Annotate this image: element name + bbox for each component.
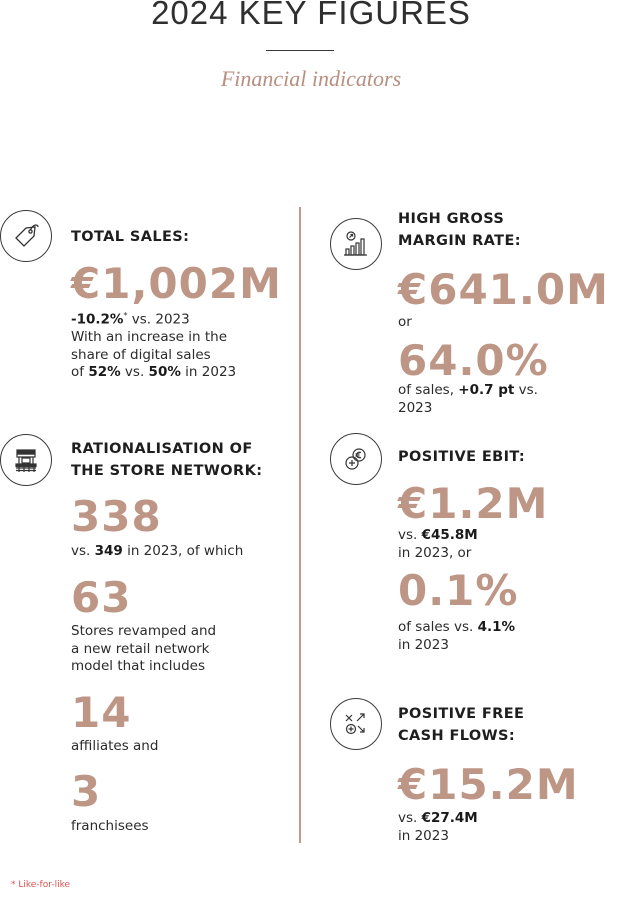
price-tag-icon — [0, 210, 52, 262]
store-count-value: 338 — [71, 492, 162, 541]
page-subtitle: Financial indicators — [220, 66, 402, 91]
free-cash-flow-heading: POSITIVE FREE CASH FLOWS: — [398, 706, 525, 744]
store-count-text: vs. 349 in 2023, of which — [71, 543, 244, 559]
free-cash-flow-text: vs. €27.4M in 2023 — [398, 810, 478, 844]
ebit-text: vs. €45.8M in 2023, or — [398, 527, 478, 561]
total-sales-heading: TOTAL SALES: — [71, 229, 190, 245]
franchisees-text: franchisees — [71, 818, 149, 834]
revamped-count-value: 63 — [71, 573, 132, 622]
affiliates-text: affiliates and — [71, 738, 159, 754]
sales-change: -10.2% — [71, 311, 124, 328]
euro-coins-icon — [330, 433, 382, 485]
title-rule — [266, 50, 334, 51]
storefront-icon — [0, 434, 52, 486]
ebit-heading: POSITIVE EBIT: — [398, 449, 526, 465]
gross-margin-or: or — [398, 314, 412, 330]
footnote: * Like-for-like — [11, 880, 71, 890]
franchisees-count-value: 3 — [71, 767, 102, 816]
ebit-value: €1.2M — [398, 479, 549, 528]
cash-flow-arrows-icon — [330, 698, 382, 750]
bar-chart-growth-icon — [330, 218, 382, 270]
gross-margin-text: of sales, +0.7 pt vs. 2023 — [398, 382, 538, 416]
ebit-rate-value: 0.1% — [398, 566, 519, 615]
page-title: 2024 KEY FIGURES — [151, 0, 471, 31]
ebit-rate-text: of sales vs. 4.1% in 2023 — [398, 619, 516, 653]
free-cash-flow-value: €15.2M — [398, 760, 579, 809]
gross-margin-rate-value: 64.0% — [398, 336, 549, 385]
revamped-text: Stores revamped and a new retail network model that includes — [71, 623, 217, 674]
total-sales-details: -10.2%* vs. 2023 With an increase in the share of digital sales of 52% vs. 50% in 2023 — [71, 311, 237, 380]
affiliates-count-value: 14 — [71, 688, 132, 737]
total-sales-value: €1,002M — [71, 259, 282, 308]
gross-margin-heading: HIGH GROSS MARGIN RATE: — [398, 211, 521, 249]
gross-margin-value: €641.0M — [398, 265, 609, 314]
store-network-heading: RATIONALISATION OF THE STORE NETWORK: — [71, 441, 263, 479]
column-divider — [299, 207, 301, 843]
sales-change-note: * — [123, 311, 128, 320]
